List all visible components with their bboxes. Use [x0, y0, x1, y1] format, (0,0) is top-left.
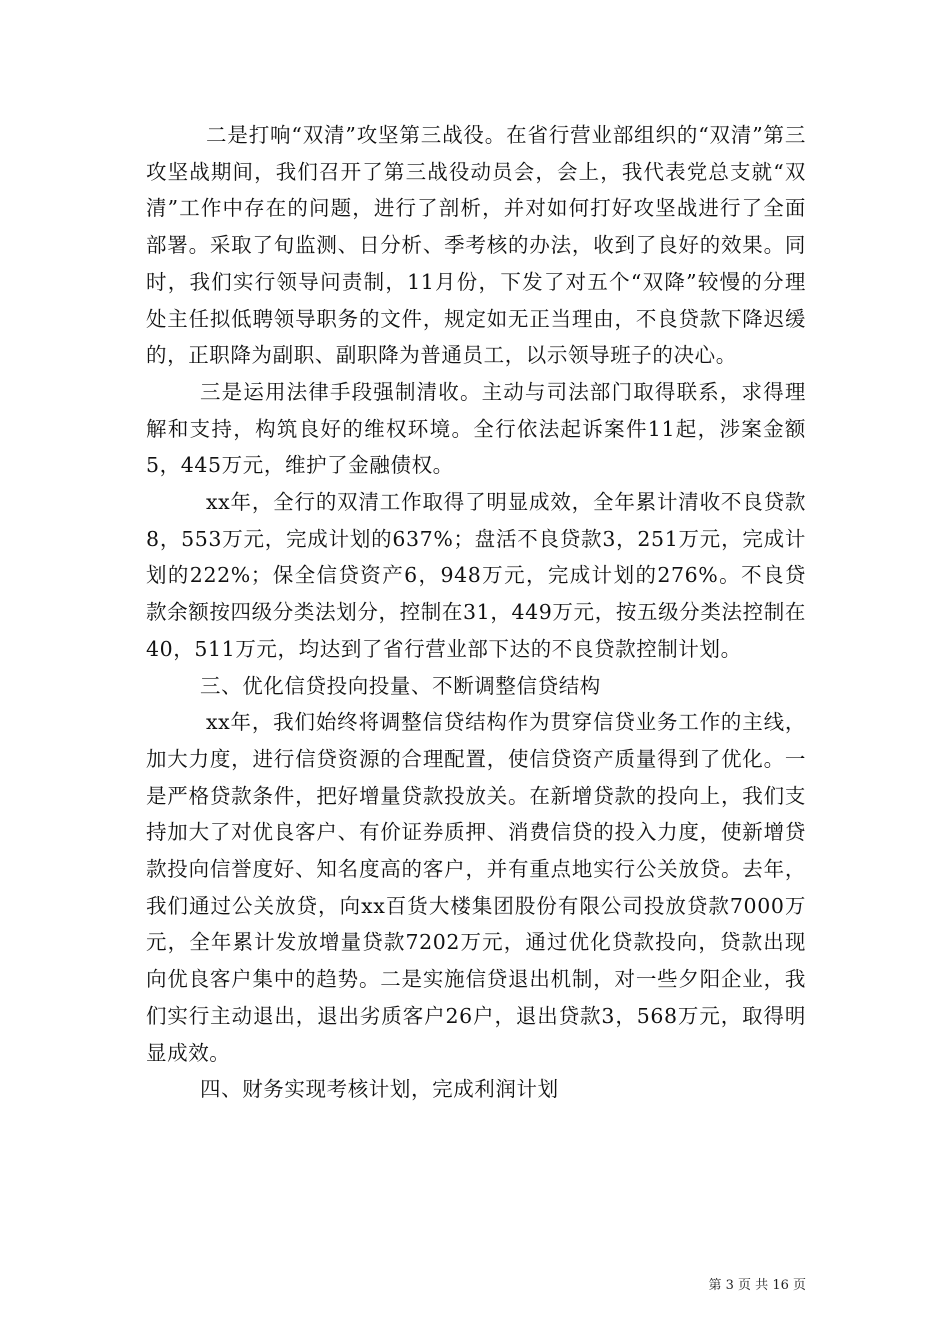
paragraph-annual-results: xx年，全行的双清工作取得了明显成效，全年累计清收不良贷款8，553万元，完成计划的637%；盘活不良贷款3，251万元，完成计划的222%；保全信贷资产6，948万元，完成计划的276%。不良贷款余额按四级分类法划分，控制在31，449万元，按五级分类法控制在40，511万元，均达到了省行营业部下达的不良贷款控制计划。: [146, 490, 806, 661]
section-heading-credit-structure: 三、优化信贷投向投量、不断调整信贷结构: [200, 673, 601, 698]
page-number: 第 3 页 共 16 页: [708, 1278, 806, 1293]
paragraph-legal-collection: 三是运用法律手段强制清收。主动与司法部门取得联系，求得理解和支持，构筑良好的维权环境。全行依法起诉案件11起，涉案金额5，445万元，维护了金融债权。: [146, 379, 806, 478]
paragraph-credit-structure: xx年，我们始终将调整信贷结构作为贯穿信贷业务工作的主线，加大力度，进行信贷资源的合理配置，使信贷资产质量得到了优化。一是严格贷款条件，把好增量贷款投放关。在新增贷款的投向上，我们支持加大了对优良客户、有价证券质押、消费信贷的投入力度，使新增贷款投向信誉度好、知名度高的客户，并有重点地实行公关放贷。去年，我们通过公关放贷，向xx百货大楼集团股份有限公司投放贷款7000万元，全年累计发放增量贷款7202万元，通过优化贷款投向，贷款出现向优良客户集中的趋势。二是实施信贷退出机制，对一些夕阳企业，我们实行主动退出，退出劣质客户26户，退出贷款3，568万元，取得明显成效。: [146, 710, 806, 1065]
document-body: [146, 117, 806, 1108]
section-heading-finance-profit: 四、财务实现考核计划，完成利润计划: [200, 1077, 559, 1102]
paragraph-double-clear-third-campaign: 二是打响“双清”攻坚第三战役。在省行营业部组织的“双清”第三攻坚战期间，我们召开了第三战役动员会，会上，我代表党总支就“双清”工作中存在的问题，进行了剖析，并对如何打好攻坚战进行了全面部署。采取了旬监测、日分析、季考核的办法，收到了良好的效果。同时，我们实行领导问责制，11月份，下发了对五个“双降”较慢的分理处主任拟低聘领导职务的文件，规定如无正当理由，不良贷款下降迟缓的，正职降为副职、副职降为普通员工，以示领导班子的决心。: [146, 123, 806, 368]
